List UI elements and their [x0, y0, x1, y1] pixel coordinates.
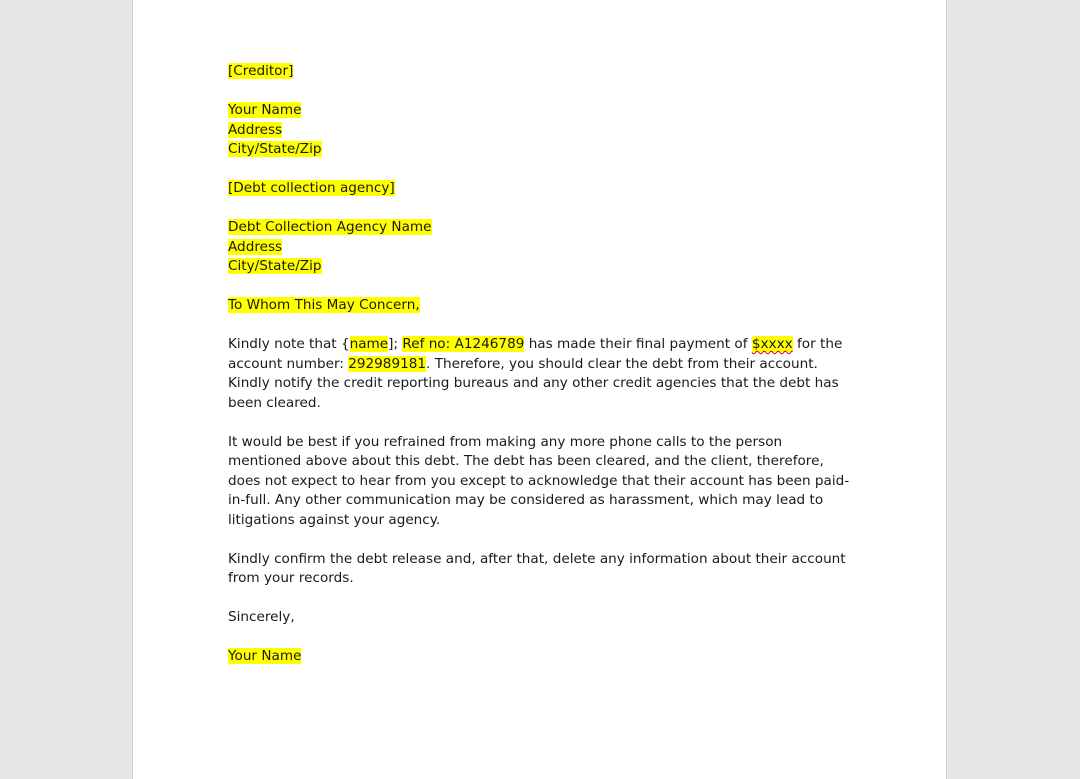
- paragraph-3: Kindly confirm the debt release and, after that, delete any information about their account from your records.: [228, 550, 846, 586]
- name-placeholder: name: [349, 336, 389, 352]
- signature-block: [228, 647, 858, 667]
- letter-body[interactable]: [228, 62, 858, 686]
- closing: Sincerely,: [228, 609, 295, 625]
- paragraph-1-text-a: Kindly note that {: [228, 336, 350, 352]
- closing-block: [228, 608, 858, 628]
- paragraph-1-text-c: has made their final payment of: [524, 336, 752, 352]
- recipient-name: Debt Collection Agency Name: [228, 219, 432, 235]
- sender-address-block: [228, 101, 858, 160]
- sender-name: Your Name: [228, 102, 302, 118]
- sender-address: Address: [228, 121, 283, 138]
- salutation: To Whom This May Concern,: [228, 297, 420, 313]
- salutation-block: [228, 296, 858, 316]
- creditor-tag: [Creditor]: [228, 63, 294, 79]
- paragraph-1-text-e: . Therefore, you should clear the debt from their account. Kindly notify the credit reporting bureaus and any other credit agencies that the debt has been cleared.: [228, 355, 839, 411]
- agency-tag: [Debt collection agency]: [228, 180, 395, 196]
- sender-city-state-zip: City/State/Zip: [228, 141, 322, 157]
- paragraph-2: It would be best if you refrained from making any more phone calls to the person mentioned above about this debt. The debt has been cleared, and the client, therefore, does not expect to hear from you except to acknowledge that their account has been paid-in-full. Any other communication may be considered as harassment, which may lead to litigations against your agency.: [228, 433, 850, 528]
- paragraph-1-text-d: for the account number:: [228, 336, 843, 372]
- creditor-block: [228, 62, 858, 82]
- paragraph-1: [228, 335, 858, 413]
- account-number: 292989181: [348, 355, 427, 372]
- payment-amount: $xxxx: [751, 336, 793, 352]
- recipient-address-block: [228, 218, 858, 277]
- recipient-city-state-zip: City/State/Zip: [228, 258, 322, 274]
- paragraph-1-text-b: ];: [388, 336, 403, 352]
- signature-name: Your Name: [228, 648, 302, 664]
- agency-tag-block: [228, 179, 858, 199]
- recipient-address: Address: [228, 238, 283, 255]
- document-page: [132, 0, 947, 779]
- reference-number: Ref no: A1246789: [402, 336, 525, 352]
